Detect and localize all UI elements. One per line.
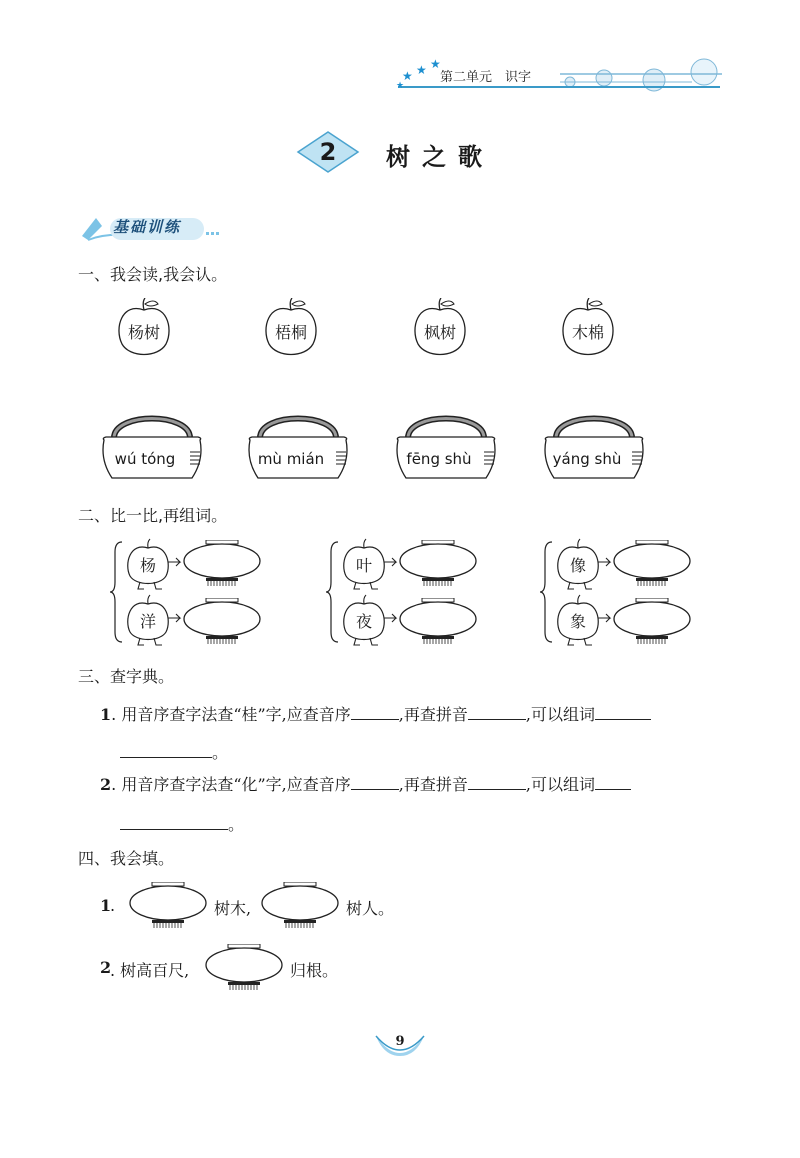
lantern-answer-box[interactable]	[398, 598, 478, 644]
star-icon: ★	[402, 69, 413, 83]
apple-label: 梧桐	[274, 323, 307, 342]
brace-icon	[326, 540, 340, 644]
question-number: 2	[100, 775, 112, 794]
answer-blank[interactable]	[351, 705, 399, 720]
page-title: 树之歌	[386, 143, 494, 171]
char-label: 洋	[139, 612, 156, 631]
fill-item	[100, 942, 520, 992]
question-text: 树人。	[346, 899, 395, 918]
lantern-answer-box[interactable]	[182, 540, 262, 586]
answer-blank[interactable]	[468, 705, 526, 720]
question-text: 树木,	[214, 899, 252, 918]
star-icon: ★	[396, 81, 405, 91]
answer-blank[interactable]	[595, 705, 651, 720]
question-text: 归根。	[290, 961, 339, 980]
banner-label: 基础训练	[113, 218, 182, 236]
apple-with-legs	[124, 594, 182, 646]
question-number: 1	[100, 896, 112, 915]
question-number: 1	[100, 705, 112, 724]
answer-blank[interactable]	[120, 815, 228, 830]
lantern-answer-box[interactable]	[612, 540, 692, 586]
lantern-answer-box[interactable]	[260, 882, 340, 928]
unit-label: 第二单元 识字	[440, 70, 532, 85]
char-label: 叶	[355, 556, 372, 575]
lesson-number: 2	[319, 138, 337, 166]
question-text: . 树高百尺,	[110, 961, 190, 980]
answer-blank[interactable]	[120, 743, 212, 758]
lantern-answer-box[interactable]	[128, 882, 208, 928]
compare-group	[110, 536, 310, 648]
lantern-answer-box[interactable]	[204, 944, 284, 990]
answer-blank[interactable]	[468, 775, 526, 790]
apple-with-legs	[340, 538, 398, 590]
basket-card	[100, 408, 204, 484]
basket-card	[394, 408, 498, 484]
page-number-badge	[372, 1030, 428, 1066]
basket-pinyin: fēng shù	[406, 450, 472, 468]
apple-with-legs	[554, 538, 612, 590]
apple-label: 木棉	[571, 323, 604, 342]
section1-heading: 一、我会读,我会认。	[78, 265, 228, 284]
brace-icon	[110, 540, 124, 644]
apple-card	[112, 298, 176, 360]
apple-with-legs	[124, 538, 182, 590]
char-label: 像	[569, 556, 586, 575]
basket-pinyin: wú tóng	[114, 450, 176, 468]
question-text: 。	[228, 815, 245, 834]
char-label: 夜	[355, 612, 372, 631]
answer-blank[interactable]	[351, 775, 399, 790]
lantern-answer-box[interactable]	[398, 540, 478, 586]
apple-card	[556, 298, 620, 360]
char-label: 象	[569, 612, 586, 631]
question-text: . 用音序查字法查“化”字,应查音序	[111, 775, 351, 794]
question-text: 。	[212, 743, 229, 762]
compare-group	[326, 536, 526, 648]
basket-pinyin: yáng shù	[552, 450, 622, 468]
apple-with-legs	[554, 594, 612, 646]
question-line	[100, 772, 631, 795]
question-text: ,可以组词	[525, 705, 595, 724]
question-line	[120, 740, 228, 763]
question-line	[120, 812, 244, 835]
question-number: 2	[100, 958, 112, 977]
apple-label: 杨树	[127, 323, 160, 342]
question-text: ,再查拼音	[398, 775, 468, 794]
fill-item	[100, 880, 520, 930]
char-label: 杨	[139, 556, 156, 575]
basket-card	[246, 408, 350, 484]
page-number: 9	[395, 1034, 405, 1049]
question-text: .	[110, 896, 116, 915]
lantern-answer-box[interactable]	[612, 598, 692, 644]
basket-card	[542, 408, 646, 484]
header-rule	[398, 86, 720, 88]
apple-card	[259, 298, 323, 360]
section2-heading: 二、比一比,再组词。	[78, 506, 228, 525]
question-text: . 用音序查字法查“桂”字,应查音序	[111, 705, 351, 724]
lantern-answer-box[interactable]	[182, 598, 262, 644]
question-text: ,可以组词	[525, 775, 595, 794]
brace-icon	[540, 540, 554, 644]
question-text: ,再查拼音	[398, 705, 468, 724]
apple-card	[408, 298, 472, 360]
star-icon: ★	[430, 57, 441, 71]
section3-heading: 三、查字典。	[78, 667, 175, 686]
question-line	[100, 702, 651, 725]
lesson-number-badge	[296, 130, 360, 174]
apple-label: 枫树	[423, 323, 456, 342]
basket-pinyin: mù mián	[257, 450, 325, 468]
section4-heading: 四、我会填。	[78, 849, 175, 868]
star-icon: ★	[416, 63, 427, 77]
answer-blank[interactable]	[595, 775, 631, 790]
apple-with-legs	[340, 594, 398, 646]
compare-group	[540, 536, 740, 648]
